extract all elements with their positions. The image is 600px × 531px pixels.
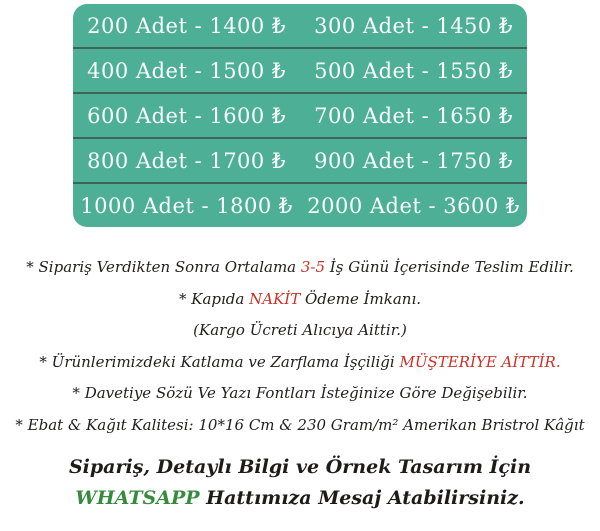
footer-line-1: Sipariş, Detaylı Bilgi ve Örnek Tasarım İçin <box>68 456 532 478</box>
note-delivery-highlight: 3-5 <box>300 258 326 276</box>
price-cell-500: 500 Adet - 1550 ₺ <box>314 58 513 83</box>
note-labor <box>0 347 600 379</box>
price-cell-2000: 2000 Adet - 3600 ₺ <box>307 193 520 218</box>
price-row-1 <box>73 4 527 47</box>
price-cell-400: 400 Adet - 1500 ₺ <box>87 58 286 83</box>
price-row-5 <box>73 182 527 227</box>
note-delivery-text: * Sipariş Verdikten Sonra Ortalama <box>26 258 301 276</box>
note-delivery-text-end: İş Günü İçerisinde Teslim Edilir. <box>325 258 574 276</box>
note-labor-highlight: MÜŞTERİYE AİTTİR. <box>399 352 561 371</box>
notes-section <box>0 252 600 441</box>
price-cell-300: 300 Adet - 1450 ₺ <box>314 13 513 38</box>
price-cell-900: 900 Adet - 1750 ₺ <box>314 148 513 173</box>
note-delivery <box>0 252 600 284</box>
price-cell-200: 200 Adet - 1400 ₺ <box>87 13 286 38</box>
price-cell-800: 800 Adet - 1700 ₺ <box>87 148 286 173</box>
price-cell-1000: 1000 Adet - 1800 ₺ <box>80 193 293 218</box>
note-payment-highlight: NAKİT <box>249 289 301 308</box>
price-table <box>73 4 527 227</box>
note-payment <box>0 284 600 316</box>
footer-cta <box>0 452 600 514</box>
price-row-4 <box>73 137 527 182</box>
note-fonts: * Davetiye Sözü Ve Yazı Fontları İsteğinize Göre Değişebilir. <box>72 384 528 402</box>
note-paper: * Ebat & Kağıt Kalitesi: 10*16 Cm & 230 Gram/m² Amerikan Bristrol Kâğıt <box>15 415 585 434</box>
whatsapp-highlight: WHATSAPP <box>75 487 200 509</box>
price-cell-700: 700 Adet - 1650 ₺ <box>314 103 513 128</box>
note-cargo: (Kargo Ücreti Alıcıya Aittir.) <box>193 321 407 339</box>
footer-line-2 <box>0 483 600 514</box>
price-row-2 <box>73 47 527 92</box>
price-row-3 <box>73 92 527 137</box>
price-cell-600: 600 Adet - 1600 ₺ <box>87 103 286 128</box>
footer-line-2-text: Hattımıza Mesaj Atabilirsiniz. <box>199 487 525 509</box>
note-payment-text-end: Ödeme İmkanı. <box>300 289 422 308</box>
note-payment-text: * Kapıda <box>178 289 250 308</box>
note-labor-text: * Ürünlerimizdeki Katlama ve Zarflama İşçiliği <box>39 352 400 371</box>
